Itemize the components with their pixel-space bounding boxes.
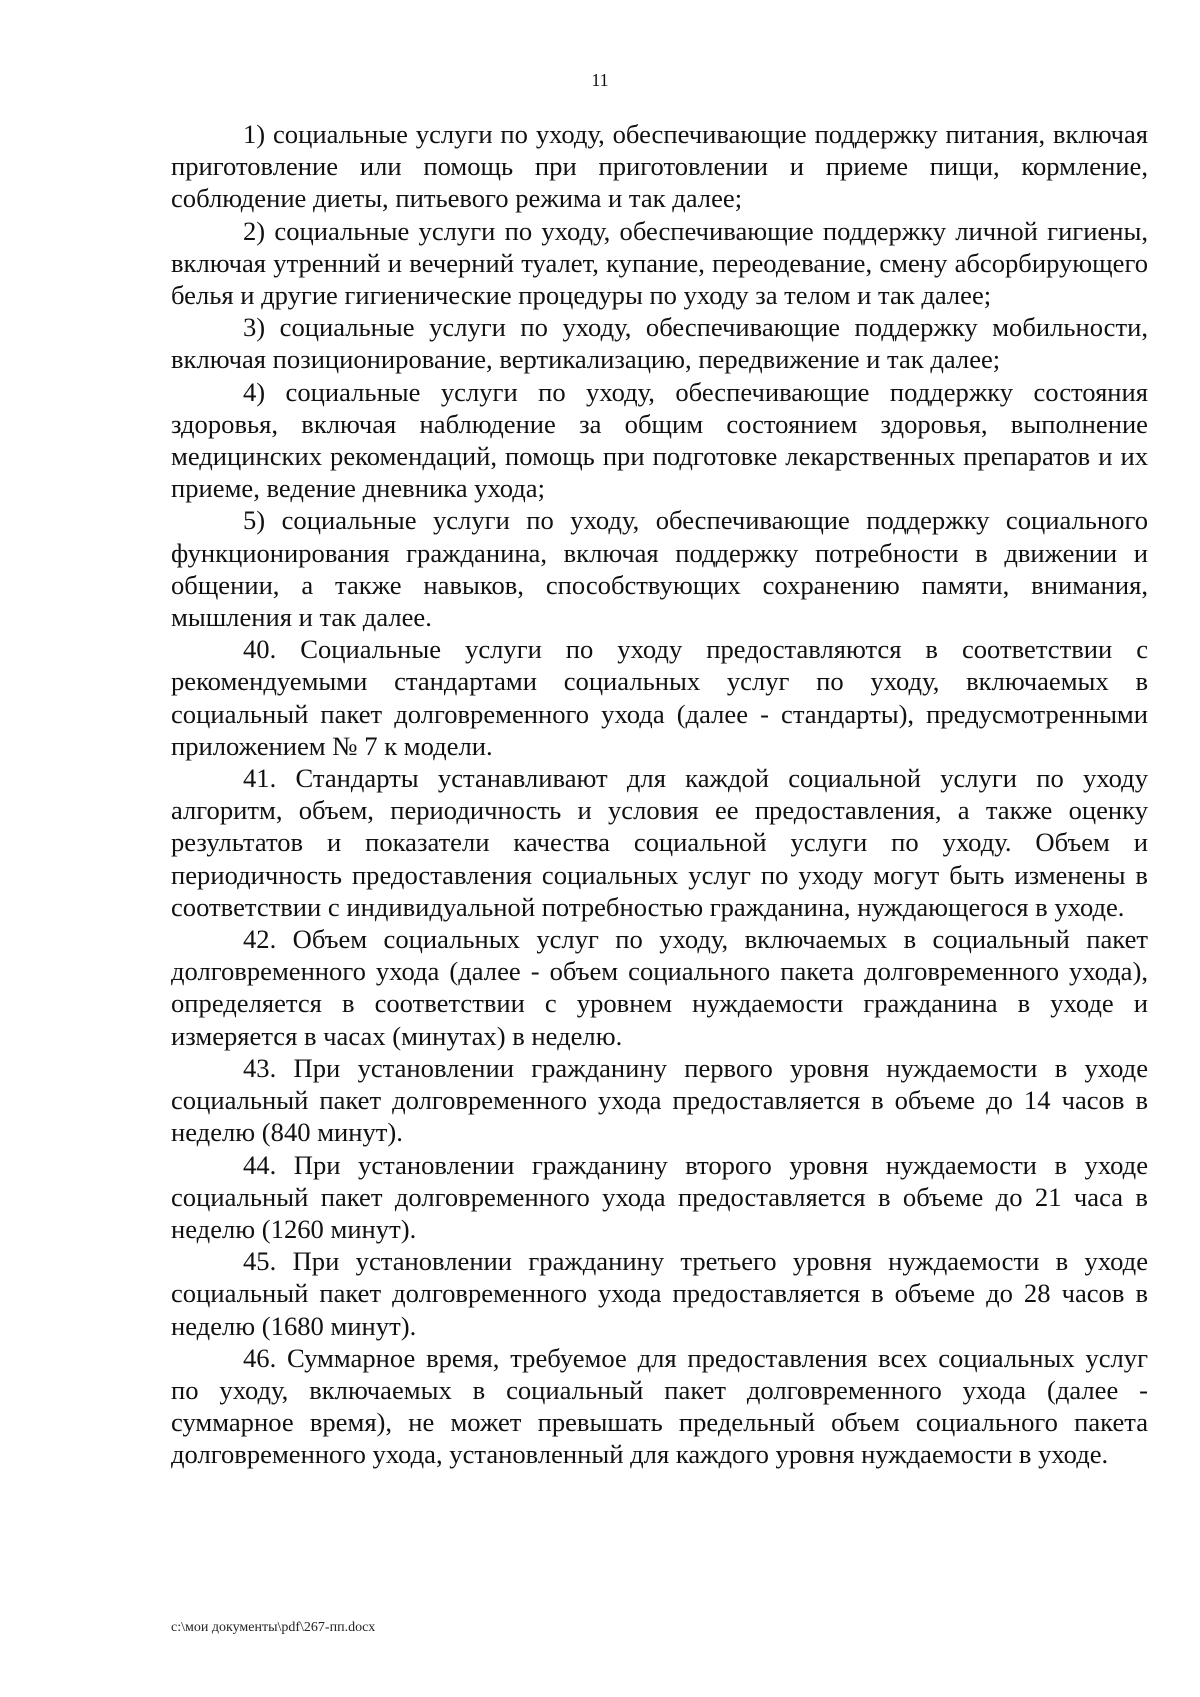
paragraph-46: 46. Суммарное время, требуемое для предоставления всех социальных услуг по уходу, включаемых в социальный пакет долговременного ухода (далее - суммарное время), не может превышать предельный объем социального пакета долговременного ухода, установленный для каждого уровня нуждаемости в уходе. bbox=[171, 1342, 1148, 1470]
paragraph-44: 44. При установлении гражданину второго уровня нуждаемости в уходе социальный пакет долговременного ухода предоставляется в объеме до 21 часа в неделю (1260 минут). bbox=[171, 1149, 1148, 1244]
paragraph-40: 40. Социальные услуги по уходу предоставляются в соответствии с рекомендуемыми стандартами социальных услуг по уходу, включаемых в социальный пакет долговременного ухода (далее - стандарты), предусмотренными приложением № 7 к модели. bbox=[171, 634, 1148, 761]
page-number: 11 bbox=[591, 70, 609, 90]
paragraph-item-5-social: 5) социальные услуги по уходу, обеспечивающие поддержку социального функционирования гражданина, включая поддержку потребности в движении и общении, а также навыков, способствующих сохранению памяти, внимания, мышления и так далее. bbox=[171, 505, 1148, 633]
paragraph-41: 41. Стандарты устанавливают для каждой социальной услуги по уходу алгоритм, объем, периодичность и условия ее предоставления, а также оценку результатов и показатели качества социальной услуги по уходу. Объем и периодичность предоставления социальных услуг по уходу могут быть изменены в соответствии с индивидуальной потребностью гражданина, нуждающегося в уходе. bbox=[171, 763, 1148, 922]
paragraph-item-2-hygiene: 2) социальные услуги по уходу, обеспечивающие поддержку личной гигиены, включая утренний и вечерний туалет, купание, переодевание, смену абсорбирующего белья и другие гигиенические процедуры по уходу за телом и так далее; bbox=[171, 215, 1148, 311]
footer-file-path: c:\мои документы\pdf\267-пп.docx bbox=[171, 1620, 376, 1635]
paragraph-43: 43. При установлении гражданину первого уровня нуждаемости в уходе социальный пакет долговременного ухода предоставляется в объеме до 14 часов в неделю (840 минут). bbox=[171, 1052, 1148, 1148]
paragraph-item-1-nutrition: 1) социальные услуги по уходу, обеспечивающие поддержку питания, включая приготовление или помощь при приготовлении и приеме пищи, кормление, соблюдение диеты, питьевого режима и так далее; bbox=[171, 119, 1148, 214]
paragraph-42: 42. Объем социальных услуг по уходу, включаемых в социальный пакет долговременного ухода (далее - объем социального пакета долговременного ухода), определяется в соответствии с уровнем нуждаемости гражданина в уходе и измеряется в часах (минутах) в неделю. bbox=[171, 924, 1148, 1051]
paragraph-item-3-mobility: 3) социальные услуги по уходу, обеспечивающие поддержку мобильности, включая позиционирование, вертикализацию, передвижение и так далее; bbox=[171, 312, 1148, 375]
paragraph-item-4-health: 4) социальные услуги по уходу, обеспечивающие поддержку состояния здоровья, включая наблюдение за общим состоянием здоровья, выполнение медицинских рекомендаций, помощь при подготовке лекарственных препаратов и их приеме, ведение дневника ухода; bbox=[171, 376, 1148, 504]
document-body bbox=[171, 118, 1148, 1471]
paragraph-45: 45. При установлении гражданину третьего уровня нуждаемости в уходе социальный пакет долговременного ухода предоставляется в объеме до 28 часов в неделю (1680 минут). bbox=[171, 1246, 1148, 1341]
